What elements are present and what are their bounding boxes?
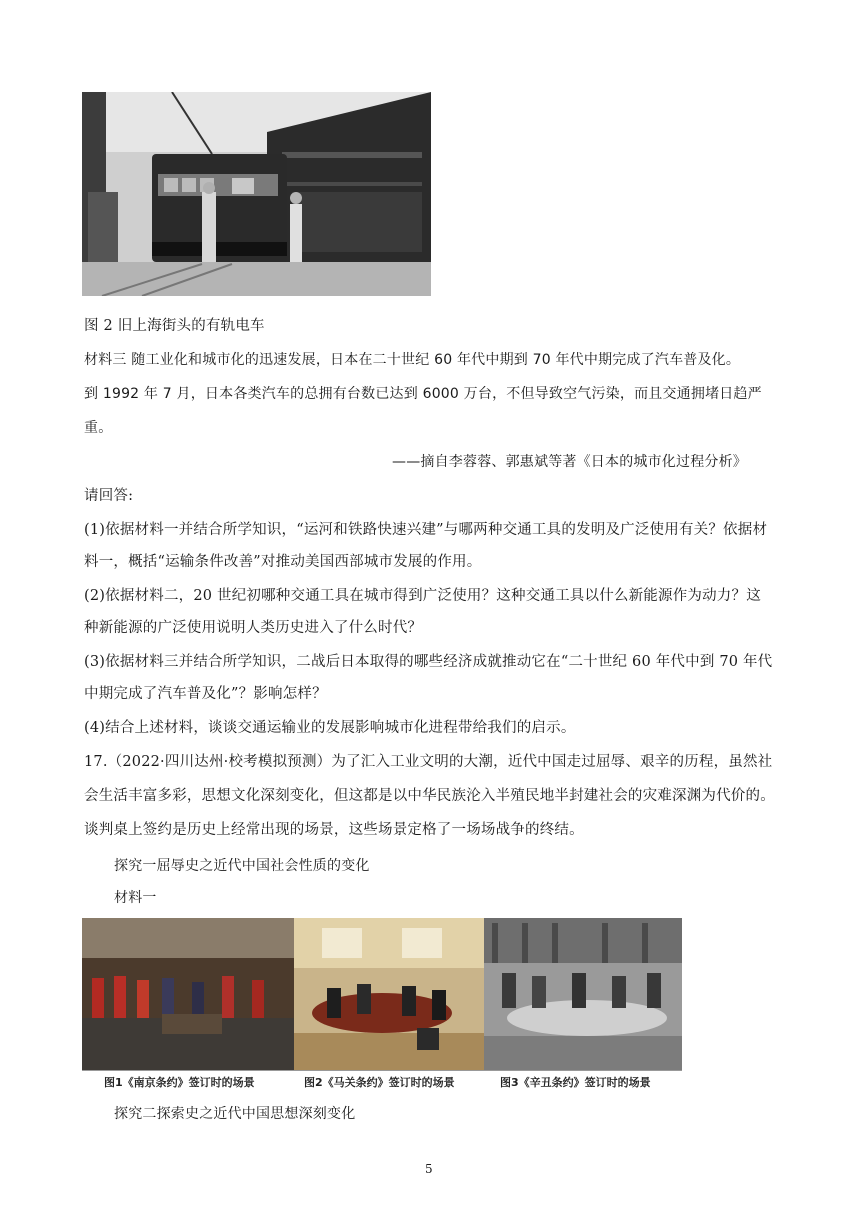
material3-source: ——摘自李蓉蓉、郭惠斌等著《日本的城市化过程分析》 [392, 454, 747, 470]
question-1-line1: (1)依据材料一并结合所学知识，“运河和铁路快速兴建”与哪两种交通工具的发明及广泛使用有关？依据材 [84, 522, 768, 538]
tram-photo-illustration [82, 92, 431, 296]
page-number: 5 [425, 1162, 433, 1176]
question-3-line2: 中期完成了汽车普及化”？影响怎样？ [84, 686, 327, 702]
treaty-caption-1: 图1《南京条约》签订时的场景 [104, 1076, 255, 1089]
question-3-line1: (3)依据材料三并结合所学知识，二战后日本取得的哪些经济成就推动它在“二十世纪 60 年代中到 70 年代 [84, 654, 773, 670]
explore2-title: 探究二探索史之近代中国思想深刻变化 [114, 1106, 356, 1122]
tram-photo [82, 92, 431, 296]
material3-line1: 材料三 随工业化和城市化的迅速发展，日本在二十世纪 60 年代中期到 70 年代中期完成了汽车普及化。 [84, 352, 741, 368]
question-1-line2: 料一，概括“运输条件改善”对推动美国西部城市发展的作用。 [84, 554, 482, 570]
question-4-line1: (4)结合上述材料，谈谈交通运输业的发展影响城市化进程带给我们的启示。 [84, 720, 576, 736]
question-2-line1: (2)依据材料二，20 世纪初哪种交通工具在城市得到广泛使用？这种交通工具以什么新能源作为动力？这 [84, 588, 761, 604]
xinchou-treaty-image [484, 918, 682, 1070]
q17-line1: 17.（2022·四川达州·校考模拟预测）为了汇入工业文明的大潮，近代中国走过屈辱、艰辛的历程，虽然社 [84, 754, 773, 770]
treaty-photos-illustration [82, 918, 682, 1070]
q17-line3: 谈判桌上签约是历史上经常出现的场景，这些场景定格了一场场战争的终结。 [84, 822, 584, 838]
figure2-caption: 图 2 旧上海街头的有轨电车 [84, 318, 265, 334]
treaty-caption-3: 图3《辛丑条约》签订时的场景 [500, 1076, 651, 1089]
explore1-title: 探究一屈辱史之近代中国社会性质的变化 [114, 858, 370, 874]
q17-line2: 会生活丰富多彩，思想文化深刻变化，但这都是以中华民族沦入半殖民地半封建社会的灾难深渊为代价的。 [84, 788, 775, 804]
treaty-captions [82, 1070, 682, 1093]
maguan-treaty-image [294, 918, 484, 1070]
material3-line3: 重。 [84, 420, 113, 436]
material3-line2: 到 1992 年 7 月，日本各类汽车的总拥有台数已达到 6000 万台，不但导致空气污染，而且交通拥堵日趋严 [84, 386, 762, 402]
material1-label: 材料一 [114, 890, 157, 906]
answer-prompt: 请回答: [84, 488, 134, 504]
nanjing-treaty-image [82, 918, 294, 1070]
treaty-photos [82, 918, 682, 1092]
question-2-line2: 种新能源的广泛使用说明人类历史进入了什么时代？ [84, 620, 423, 636]
treaty-caption-2: 图2《马关条约》签订时的场景 [304, 1076, 455, 1089]
